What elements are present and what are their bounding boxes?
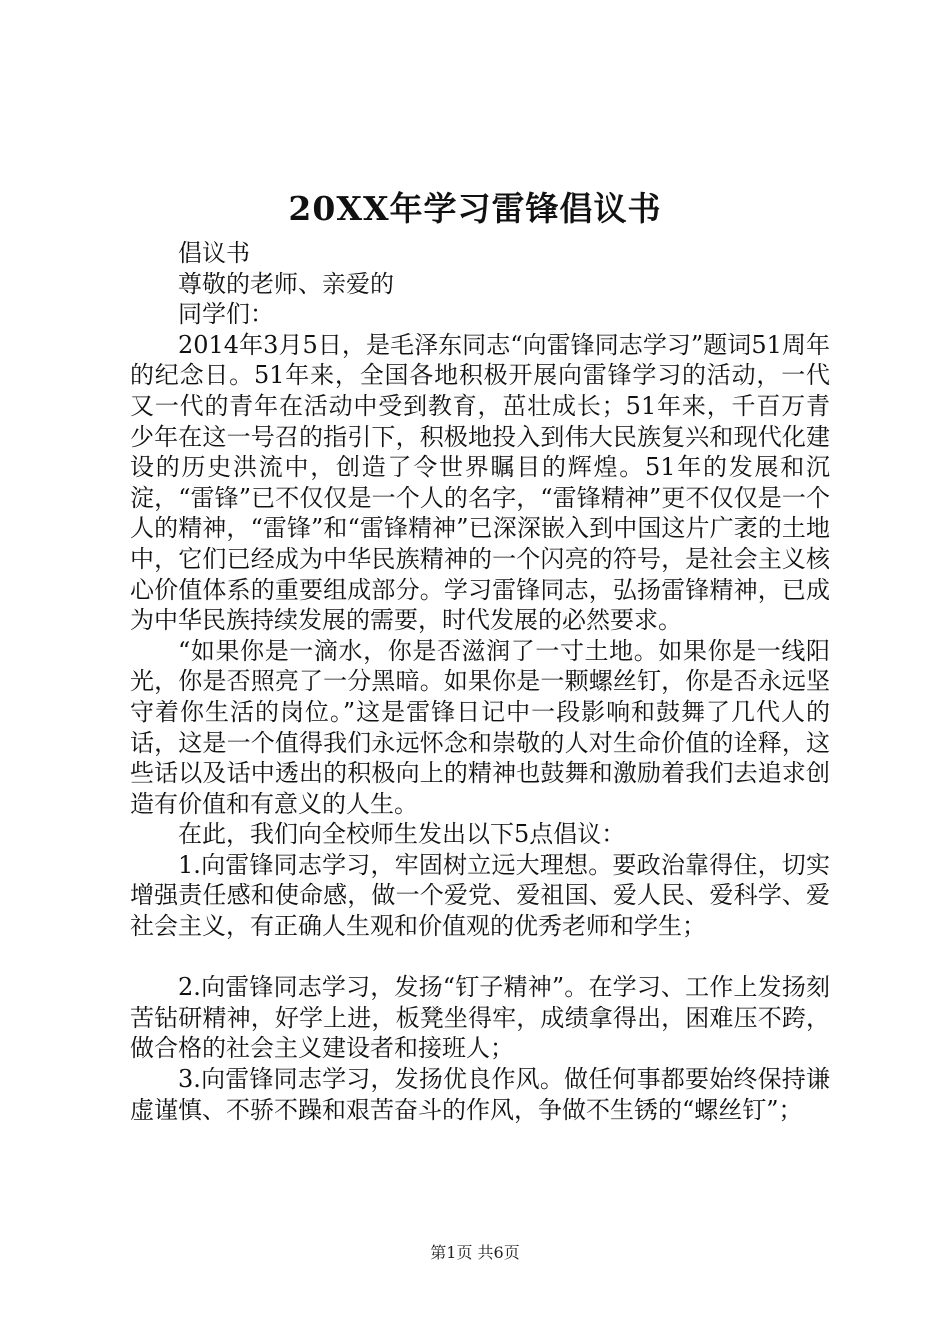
salutation-line-1: 尊敬的老师、亲爱的 [178, 269, 394, 298]
proposal-item-3: 3.向雷锋同志学习，发扬优良作风。做任何事都要始终保持谦虚谨慎、不骄不躁和艰苦奋斗的作风，争做不生锈的“螺丝钉”； [130, 1065, 830, 1124]
salutation-heading: 倡议书 [178, 239, 250, 267]
page-footer: 第1页 共6页 [430, 1243, 520, 1262]
body-paragraph-quote: “如果你是一滴水，你是否滋润了一寸土地。如果你是一线阳光，你是否照亮了一分黑暗。如果你是一颗螺丝钉，你是否永远坚守着你生活的岗位。”这是雷锋日记中一段影响和鼓舞了几代人的话，这是一个值得我们永远怀念和崇敬的人对生命价值的诠释，这些话以及话中透出的积极向上的精神也鼓舞和激励着我们去追求创造有价值和有意义的人生。 [130, 636, 830, 818]
proposal-item-2: 2.向雷锋同志学习，发扬“钉子精神”。在学习、工作上发扬刻苦钻研精神，好学上进，板凳坐得牢，成绩拿得出，困难压不跨，做合格的社会主义建设者和接班人； [130, 973, 830, 1063]
document-title: 20XX年学习雷锋倡议书 [288, 189, 662, 228]
body-paragraph-proposal-lead: 在此，我们向全校师生发出以下5点倡议： [178, 820, 626, 849]
salutation-line-2: 同学们： [178, 300, 274, 329]
document-body [130, 238, 830, 1125]
body-paragraph-intro: 2014年3月5日，是毛泽东同志“向雷锋同志学习”题词51周年的纪念日。51年来，全国各地积极开展向雷锋学习的活动，一代又一代的青年在活动中受到教育，茁壮成长；51年来，千百万青少年在这一号召的指引下，积极地投入到伟大民族复兴和现代化建设的历史洪流中，创造了令世界瞩目的辉煌。51年的发展和沉淀，“雷锋”已不仅仅是一个人的名字，“雷锋精神”更不仅仅是一个人的精神，“雷锋”和“雷锋精神”已深深嵌入到中国这片广袤的土地中，它们已经成为中华民族精神的一个闪亮的符号，是社会主义核心价值体系的重要组成部分。学习雷锋同志，弘扬雷锋精神，已成为中华民族持续发展的需要，时代发展的必然要求。 [130, 330, 830, 635]
proposal-item-1: 1.向雷锋同志学习，牢固树立远大理想。要政治靠得住，切实增强责任感和使命感，做一个爱党、爱祖国、爱人民、爱科学、爱社会主义，有正确人生观和价值观的优秀老师和学生； [130, 850, 830, 941]
